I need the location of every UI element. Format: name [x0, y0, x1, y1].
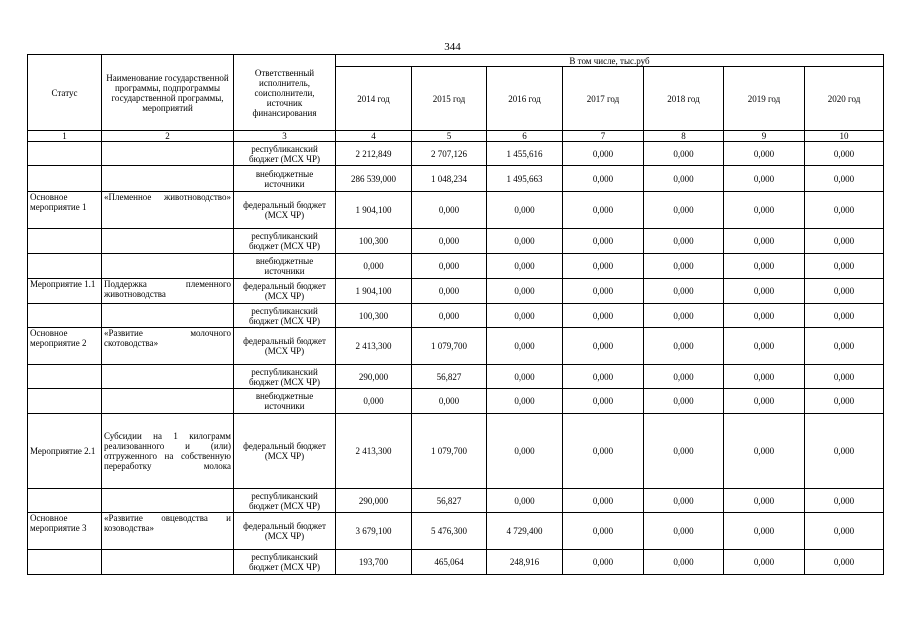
value-cell: 0,000	[563, 166, 644, 192]
value-cell: 0,000	[724, 414, 805, 489]
table-row	[28, 513, 884, 550]
table-row	[28, 489, 884, 513]
value-cell: 0,000	[563, 513, 644, 550]
value-cell: 0,000	[644, 142, 724, 166]
value-cell: 0,000	[644, 414, 724, 489]
page-number: 344	[444, 41, 461, 53]
source-cell: республиканский бюджет (МСХ ЧР)	[234, 550, 336, 575]
value-cell: 2 413,300	[336, 414, 412, 489]
value-cell: 0,000	[487, 304, 563, 328]
value-cell: 0,000	[487, 328, 563, 365]
value-cell: 0,000	[644, 550, 724, 575]
value-cell: 0,000	[563, 192, 644, 229]
value-cell: 0,000	[724, 513, 805, 550]
value-cell: 0,000	[563, 389, 644, 414]
header-executor: Ответственный исполнитель, соисполнители, источник финансирования	[234, 55, 336, 131]
value-cell: 0,000	[805, 304, 884, 328]
header-name: Наименование государственной программы, подпрограммы государственной программы, мероприятий	[102, 55, 234, 131]
value-cell: 0,000	[805, 229, 884, 254]
source-cell: республиканский бюджет (МСХ ЧР)	[234, 304, 336, 328]
header-year: 2017 год	[563, 67, 644, 131]
status-cell: Основное мероприятие 1	[28, 192, 102, 229]
table-row	[28, 304, 884, 328]
value-cell: 0,000	[563, 328, 644, 365]
header-status: Статус	[28, 55, 102, 131]
value-cell: 0,000	[644, 192, 724, 229]
name-cell	[102, 304, 234, 328]
value-cell: 0,000	[724, 489, 805, 513]
source-cell: внебюджетные источники	[234, 166, 336, 192]
value-cell: 0,000	[563, 304, 644, 328]
value-cell: 290,000	[336, 365, 412, 389]
name-cell: «Развитие молочного скотоводства»	[102, 328, 234, 365]
value-cell: 0,000	[487, 254, 563, 279]
table-row	[28, 254, 884, 279]
value-cell: 0,000	[724, 365, 805, 389]
financing-table	[27, 54, 884, 575]
value-cell: 1 495,663	[487, 166, 563, 192]
value-cell: 0,000	[412, 229, 487, 254]
value-cell: 0,000	[487, 414, 563, 489]
column-number: 1	[28, 131, 102, 142]
table-row	[28, 229, 884, 254]
column-number: 7	[563, 131, 644, 142]
status-cell	[28, 142, 102, 166]
value-cell: 0,000	[805, 142, 884, 166]
column-number: 9	[724, 131, 805, 142]
value-cell: 0,000	[724, 328, 805, 365]
status-cell: Основное мероприятие 2	[28, 328, 102, 365]
column-number: 3	[234, 131, 336, 142]
value-cell: 0,000	[412, 389, 487, 414]
source-cell: федеральный бюджет (МСХ ЧР)	[234, 513, 336, 550]
value-cell: 0,000	[412, 254, 487, 279]
value-cell: 0,000	[487, 229, 563, 254]
value-cell: 0,000	[644, 166, 724, 192]
name-cell	[102, 166, 234, 192]
value-cell: 0,000	[563, 229, 644, 254]
status-cell: Мероприятие 2.1	[28, 414, 102, 489]
value-cell: 1 455,616	[487, 142, 563, 166]
value-cell: 0,000	[563, 365, 644, 389]
value-cell: 0,000	[644, 489, 724, 513]
value-cell: 0,000	[563, 489, 644, 513]
name-cell	[102, 550, 234, 575]
value-cell: 0,000	[563, 254, 644, 279]
column-number: 10	[805, 131, 884, 142]
value-cell: 0,000	[724, 192, 805, 229]
value-cell: 0,000	[805, 279, 884, 304]
table-row	[28, 550, 884, 575]
status-cell	[28, 365, 102, 389]
value-cell: 0,000	[563, 550, 644, 575]
source-cell: внебюджетные источники	[234, 254, 336, 279]
status-cell	[28, 254, 102, 279]
table-row	[28, 142, 884, 166]
value-cell: 0,000	[805, 254, 884, 279]
value-cell: 0,000	[412, 304, 487, 328]
value-cell: 0,000	[644, 304, 724, 328]
source-cell: республиканский бюджет (МСХ ЧР)	[234, 229, 336, 254]
value-cell: 0,000	[487, 389, 563, 414]
value-cell: 0,000	[805, 166, 884, 192]
header-group: В том числе, тыс.руб	[336, 55, 884, 67]
name-cell	[102, 489, 234, 513]
table-row	[28, 365, 884, 389]
table-body	[28, 142, 884, 575]
table-row	[28, 192, 884, 229]
value-cell: 0,000	[724, 142, 805, 166]
name-cell: Поддержка племенного животноводства	[102, 279, 234, 304]
value-cell: 0,000	[412, 192, 487, 229]
value-cell: 1 904,100	[336, 279, 412, 304]
source-cell: федеральный бюджет (МСХ ЧР)	[234, 414, 336, 489]
value-cell: 100,300	[336, 229, 412, 254]
status-cell	[28, 304, 102, 328]
value-cell: 0,000	[644, 229, 724, 254]
header-year: 2018 год	[644, 67, 724, 131]
value-cell: 0,000	[336, 254, 412, 279]
value-cell: 56,827	[412, 489, 487, 513]
value-cell: 2 707,126	[412, 142, 487, 166]
value-cell: 0,000	[487, 279, 563, 304]
value-cell: 0,000	[805, 328, 884, 365]
name-cell	[102, 389, 234, 414]
value-cell: 465,064	[412, 550, 487, 575]
value-cell: 0,000	[644, 328, 724, 365]
status-cell	[28, 229, 102, 254]
header-year: 2020 год	[805, 67, 884, 131]
value-cell: 0,000	[563, 142, 644, 166]
column-number-row	[28, 131, 884, 142]
name-cell	[102, 142, 234, 166]
table-row	[28, 389, 884, 414]
column-number: 8	[644, 131, 724, 142]
value-cell: 5 476,300	[412, 513, 487, 550]
value-cell: 0,000	[644, 513, 724, 550]
value-cell: 0,000	[336, 389, 412, 414]
header-year: 2014 год	[336, 67, 412, 131]
column-number: 4	[336, 131, 412, 142]
table-row	[28, 279, 884, 304]
value-cell: 0,000	[644, 279, 724, 304]
source-cell: федеральный бюджет (МСХ ЧР)	[234, 328, 336, 365]
value-cell: 0,000	[644, 254, 724, 279]
status-cell	[28, 550, 102, 575]
table-row	[28, 166, 884, 192]
status-cell	[28, 489, 102, 513]
header-year: 2019 год	[724, 67, 805, 131]
value-cell: 0,000	[805, 550, 884, 575]
value-cell: 290,000	[336, 489, 412, 513]
value-cell: 1 079,700	[412, 414, 487, 489]
value-cell: 100,300	[336, 304, 412, 328]
value-cell: 0,000	[412, 279, 487, 304]
value-cell: 0,000	[805, 192, 884, 229]
value-cell: 4 729,400	[487, 513, 563, 550]
value-cell: 2 212,849	[336, 142, 412, 166]
status-cell: Мероприятие 1.1	[28, 279, 102, 304]
value-cell: 0,000	[563, 279, 644, 304]
value-cell: 0,000	[805, 513, 884, 550]
value-cell: 1 904,100	[336, 192, 412, 229]
value-cell: 1 079,700	[412, 328, 487, 365]
source-cell: федеральный бюджет (МСХ ЧР)	[234, 192, 336, 229]
value-cell: 0,000	[724, 304, 805, 328]
table-row	[28, 328, 884, 365]
status-cell: Основное мероприятие 3	[28, 513, 102, 550]
column-number: 5	[412, 131, 487, 142]
value-cell: 0,000	[724, 166, 805, 192]
status-cell	[28, 166, 102, 192]
value-cell: 0,000	[644, 389, 724, 414]
name-cell: «Развитие овцеводства и козоводства»	[102, 513, 234, 550]
value-cell: 2 413,300	[336, 328, 412, 365]
name-cell: «Племенное животноводство»	[102, 192, 234, 229]
name-cell	[102, 229, 234, 254]
value-cell: 1 048,234	[412, 166, 487, 192]
value-cell: 0,000	[805, 414, 884, 489]
value-cell: 3 679,100	[336, 513, 412, 550]
table-header	[28, 55, 884, 142]
header-year: 2015 год	[412, 67, 487, 131]
column-number: 6	[487, 131, 563, 142]
value-cell: 0,000	[724, 279, 805, 304]
value-cell: 0,000	[724, 389, 805, 414]
header-year: 2016 год	[487, 67, 563, 131]
source-cell: федеральный бюджет (МСХ ЧР)	[234, 279, 336, 304]
value-cell: 0,000	[724, 229, 805, 254]
name-cell: Субсидии на 1 килограмм реализованного и (или) отгруженного на собственную переработку молока	[102, 414, 234, 489]
table-row	[28, 414, 884, 489]
value-cell: 0,000	[563, 414, 644, 489]
value-cell: 0,000	[487, 365, 563, 389]
value-cell: 286 539,000	[336, 166, 412, 192]
value-cell: 0,000	[644, 365, 724, 389]
column-number: 2	[102, 131, 234, 142]
value-cell: 0,000	[724, 550, 805, 575]
source-cell: внебюджетные источники	[234, 389, 336, 414]
status-cell	[28, 389, 102, 414]
source-cell: республиканский бюджет (МСХ ЧР)	[234, 489, 336, 513]
value-cell: 248,916	[487, 550, 563, 575]
value-cell: 0,000	[724, 254, 805, 279]
name-cell	[102, 254, 234, 279]
value-cell: 0,000	[805, 389, 884, 414]
value-cell: 56,827	[412, 365, 487, 389]
source-cell: республиканский бюджет (МСХ ЧР)	[234, 142, 336, 166]
value-cell: 0,000	[805, 365, 884, 389]
value-cell: 0,000	[805, 489, 884, 513]
value-cell: 0,000	[487, 489, 563, 513]
value-cell: 193,700	[336, 550, 412, 575]
value-cell: 0,000	[487, 192, 563, 229]
name-cell	[102, 365, 234, 389]
source-cell: республиканский бюджет (МСХ ЧР)	[234, 365, 336, 389]
